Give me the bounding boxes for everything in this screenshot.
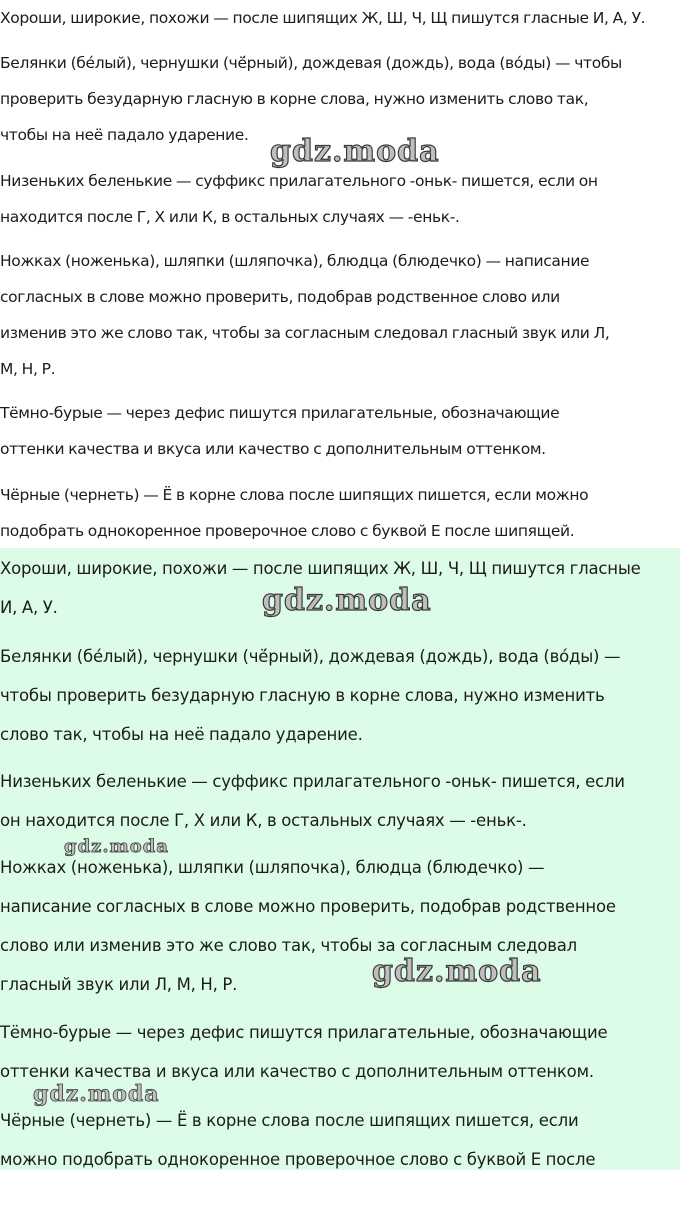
text-line: написание согласных в слове можно проверить, подобрав родственное xyxy=(0,897,616,916)
text-line: он находится после Г, Х или К, в остальных случаях — -еньк-. xyxy=(0,811,527,830)
text-line: Чёрные (чернеть) — Ё в корне слова после шипящих пишется, если xyxy=(0,1111,579,1130)
paragraph-6 xyxy=(0,477,588,549)
text-line: гласный звук или Л, М, Н, Р. xyxy=(0,975,238,994)
text-line: И, А, У. xyxy=(0,598,58,617)
text-line: М, Н, Р. xyxy=(0,360,56,378)
text-line: Хороши, широкие, похожи — после шипящих Ж, Ш, Ч, Щ пишутся гласные И, А, У. xyxy=(0,9,646,27)
paragraph-6 xyxy=(0,1101,595,1170)
text-line: слово так, чтобы на неё падало ударение. xyxy=(0,725,363,744)
text-line: Низеньких беленькие — суффикс прилагательного -оньк- пишется, если xyxy=(0,772,625,791)
text-line: можно подобрать однокоренное проверочное слово с буквой Е после xyxy=(0,1150,596,1169)
paragraph-3 xyxy=(0,762,625,840)
text-line: Хороши, широкие, похожи — после шипящих Ж, Ш, Ч, Щ пишутся гласные xyxy=(0,559,641,578)
paragraph-3 xyxy=(0,163,598,235)
watermark-logo: gdz.moda xyxy=(270,134,440,169)
text-line: Белянки (бе́лый), чернушки (чё́рный), дождевая (дождь), вода (во́ды) — чтобы xyxy=(0,54,622,72)
text-line: оттенки качества и вкуса или качество с дополнительным оттенком. xyxy=(0,1062,594,1081)
answer-block-highlighted xyxy=(0,548,680,1170)
text-line: подобрать однокоренное проверочное слово с буквой Е после шипящей. xyxy=(0,522,575,540)
watermark-logo: gdz.moda xyxy=(64,836,169,857)
text-line: чтобы на неё падало ударение. xyxy=(0,126,249,144)
answer-block-plain xyxy=(0,0,680,548)
text-line: изменив это же слово так, чтобы за согласным следовал гласный звук или Л, xyxy=(0,324,610,342)
watermark-logo: gdz.moda xyxy=(33,1081,160,1107)
text-line: Тёмно-бурые — через дефис пишутся прилагательные, обозначающие xyxy=(0,404,560,422)
text-line: Чёрные (чернеть) — Ё в корне слова после шипящих пишется, если можно xyxy=(0,486,589,504)
text-line: находится после Г, Х или К, в остальных случаях — -еньк-. xyxy=(0,208,460,226)
text-line: Ножках (ноженька), шляпки (шляпочка), блюдца (блюдечко) — xyxy=(0,858,545,877)
text-line: оттенки качества и вкуса или качество с дополнительным оттенком. xyxy=(0,440,546,458)
paragraph-2 xyxy=(0,637,620,754)
watermark-logo: gdz.moda xyxy=(372,954,542,989)
text-line: согласных в слове можно проверить, подобрав родственное слово или xyxy=(0,288,560,306)
text-line: Белянки (бе́лый), чернушки (чё́рный), дождевая (дождь), вода (во́ды) — xyxy=(0,647,621,666)
text-line: Тёмно-бурые — через дефис пишутся прилагательные, обозначающие xyxy=(0,1023,608,1042)
text-line: Ножках (ноженька), шляпки (шляпочка), блюдца (блюдечко) — написание xyxy=(0,252,590,270)
text-line: слово или изменив это же слово так, чтобы за согласным следовал xyxy=(0,936,577,955)
text-line: чтобы проверить безударную гласную в корне слова, нужно изменить xyxy=(0,686,605,705)
watermark-logo: gdz.moda xyxy=(262,583,432,618)
text-line: Низеньких беленькие — суффикс прилагательного -оньк- пишется, если он xyxy=(0,172,598,190)
paragraph-5 xyxy=(0,1013,608,1091)
text-line: проверить безударную гласную в корне слова, нужно изменить слово так, xyxy=(0,90,589,108)
paragraph-1 xyxy=(0,0,645,36)
paragraph-4 xyxy=(0,243,609,387)
paragraph-5 xyxy=(0,395,559,467)
